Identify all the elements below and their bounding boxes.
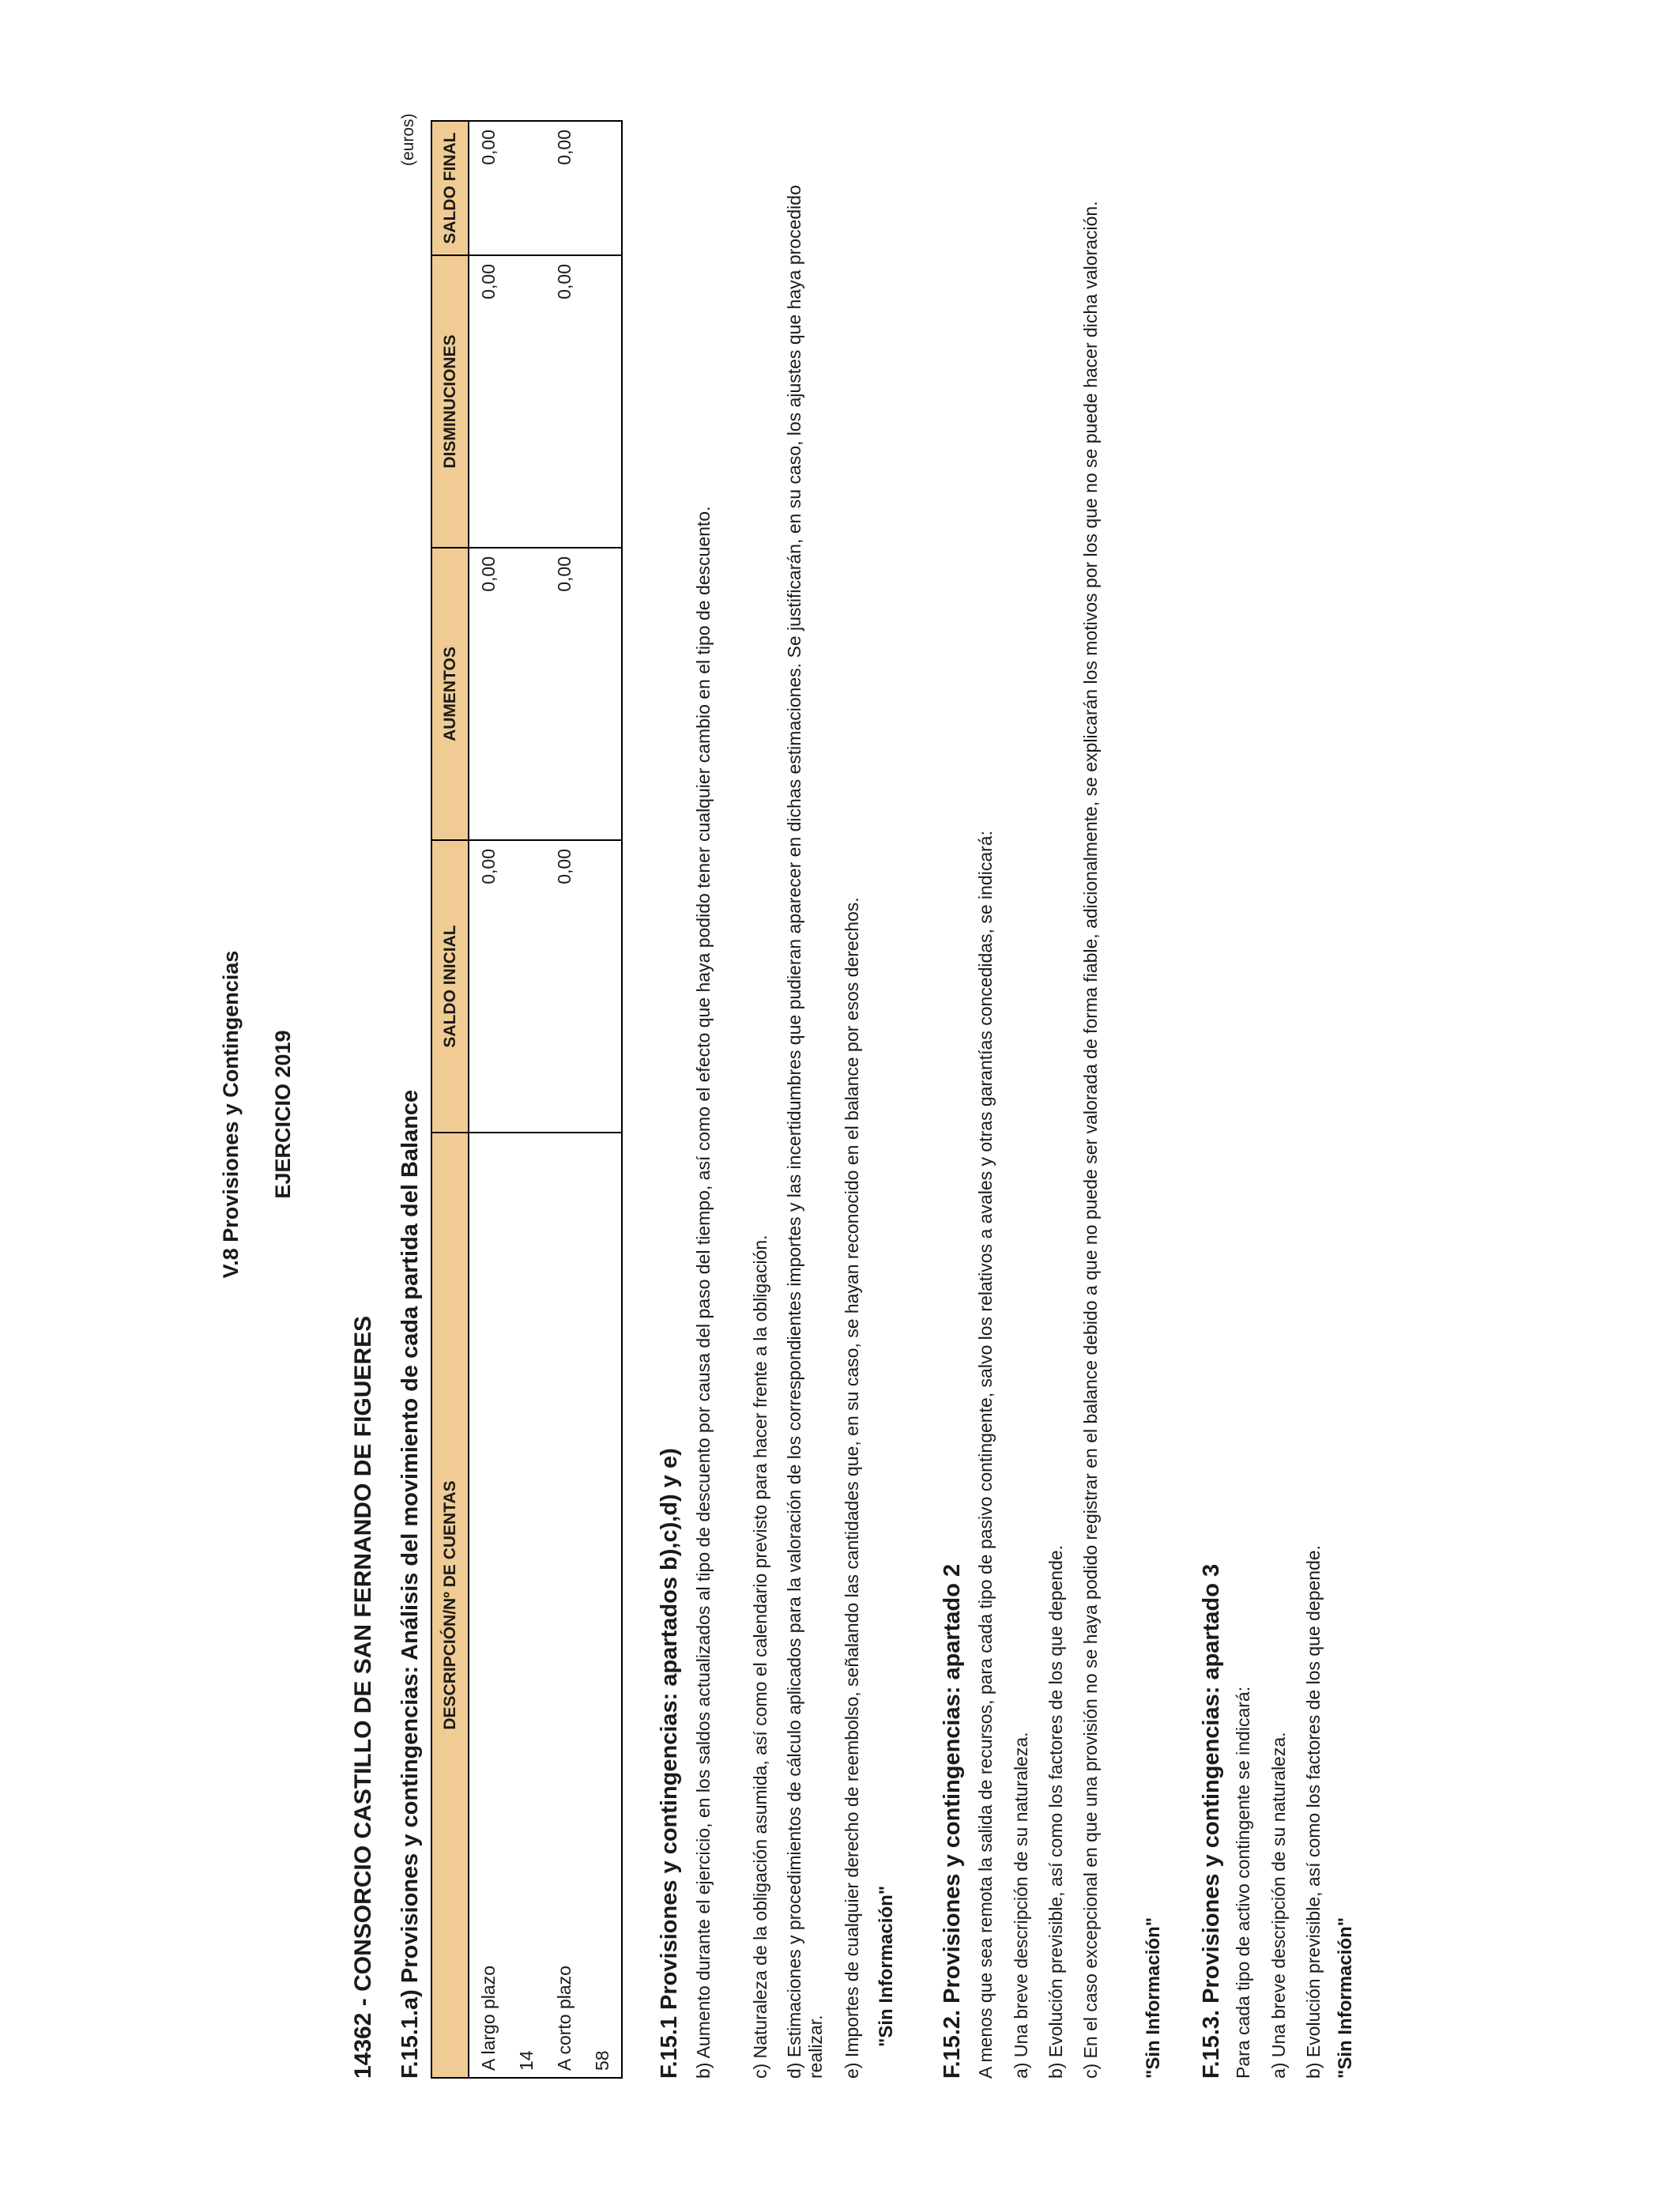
account-code: 58 — [583, 1133, 622, 2078]
saldo-final-value: 0,00 — [545, 121, 583, 255]
section-151-heading: F.15.1 Provisiones y contingencias: apartados b),c),d) y e) — [657, 1448, 682, 2079]
section-153-no-info: "Sin Información" — [1335, 1917, 1356, 2079]
section-151-item-c: c) Naturaleza de la obligación asumida, así como el calendario previsto para hacer frente a la obligación. — [750, 1235, 770, 2079]
row-description: A largo plazo — [469, 1133, 507, 2078]
rotated-report-sheet — [219, 113, 1441, 2079]
section-151-item-e: e) Importes de cualquier derecho de reembolso, señalando las cantidades que, en su caso, se hayan reconocido en el balance por esos derechos. — [842, 897, 862, 2079]
saldo-inicial-value: 0,00 — [545, 840, 583, 1133]
report-title: V.8 Provisiones y Contingencias — [219, 950, 243, 1279]
disminuciones-value: 0,00 — [545, 255, 583, 548]
section-153-intro: Para cada tipo de activo contingente se indicará: — [1233, 1686, 1253, 2079]
account-code: 14 — [507, 1133, 545, 2078]
col-header-descripcion: DESCRIPCIÓN/Nº DE CUENTAS — [431, 1133, 469, 2078]
aumentos-value: 0,00 — [469, 548, 507, 840]
disminuciones-value: 0,00 — [469, 255, 507, 548]
col-header-saldo-final: SALDO FINAL — [431, 121, 469, 255]
col-header-aumentos: AUMENTOS — [431, 548, 469, 840]
section-152-heading: F.15.2. Provisiones y contingencias: apartado 2 — [940, 1563, 965, 2079]
table-section-heading: F.15.1.a) Provisiones y contingencias: Análisis del movimiento de cada partida del Balance — [397, 1089, 423, 2079]
section-152-item-c: c) En el caso excepcional en que una provisión no se haya podido registrar en el balance debido a que no puede ser valorada de forma fiable, adicionalmente, se explicarán los motivos por los que no se puede hacer dicha valoración. — [1080, 201, 1101, 2079]
fiscal-year: EJERCICIO 2019 — [271, 1030, 295, 1199]
col-header-disminuciones: DISMINUCIONES — [431, 255, 469, 548]
saldo-inicial-value: 0,00 — [469, 840, 507, 1133]
section-151-item-b: b) Aumento durante el ejercicio, en los saldos actualizados al tipo de descuento por causa del paso del tiempo, así como el efecto que haya podido tener cualquier cambio en el tipo de descuento. — [693, 506, 714, 2079]
section-152-no-info: "Sin Información" — [1143, 1917, 1164, 2079]
table-header-row — [431, 121, 469, 2078]
section-153-item-a: a) Una breve descripción de su naturaleza. — [1268, 1732, 1289, 2079]
currency-note: (euros) — [399, 113, 417, 166]
section-151-no-info: "Sin Información" — [876, 1885, 897, 2047]
section-152-item-a: a) Una breve descripción de su naturaleza. — [1011, 1732, 1031, 2079]
col-header-saldo-inicial: SALDO INICIAL — [431, 840, 469, 1133]
section-151-item-d: d) Estimaciones y procedimientos de cálculo aplicados para la valoración de los correspondientes importes y las incertidumbres que pudieran aparecer en dichas estimaciones. Se justificarán, en su caso, los ajustes que haya procedido realizar. — [784, 185, 826, 2079]
section-152-intro: A menos que sea remota la salida de recursos, para cada tipo de pasivo contingente, salvo los relativos a avales y otras garantías concedidas, se indicará: — [975, 831, 996, 2079]
table-row-code — [507, 121, 545, 2078]
aumentos-value: 0,00 — [545, 548, 583, 840]
section-153-item-b: b) Evolución previsible, así como los factores de los que depende. — [1303, 1544, 1324, 2079]
saldo-final-value: 0,00 — [469, 121, 507, 255]
table-row — [545, 121, 583, 2078]
section-152-item-b: b) Evolución previsible, así como los factores de los que depende. — [1045, 1544, 1066, 2079]
section-153-heading: F.15.3. Provisiones y contingencias: apartado 3 — [1199, 1563, 1224, 2079]
provisions-movement-table — [431, 120, 623, 2079]
table-row-code — [583, 121, 622, 2078]
entity-name: 14362 - CONSORCIO CASTILLO DE SAN FERNANDO DE FIGUERES — [350, 1315, 376, 2079]
table-row — [469, 121, 507, 2078]
row-description: A corto plazo — [545, 1133, 583, 2078]
